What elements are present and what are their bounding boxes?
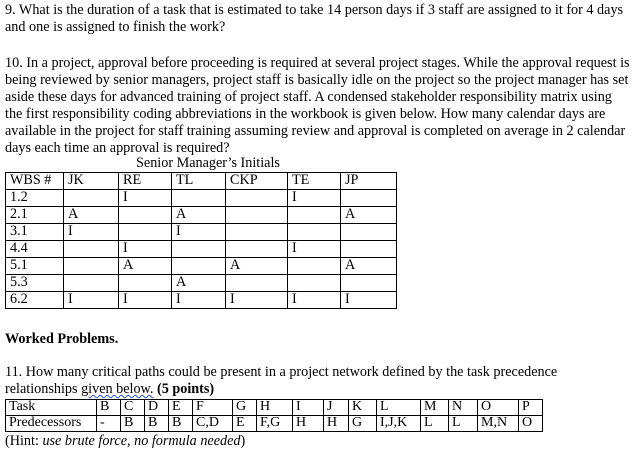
matrix-cell [341,224,397,241]
matrix-cell [64,275,119,292]
task-cell: B [97,400,121,416]
matrix-cell: I [64,224,119,241]
predecessor-cell: G [349,416,377,432]
matrix-cell [226,224,288,241]
matrix-cell: I [288,241,341,258]
matrix-row [6,275,397,292]
matrix-cell: I [119,292,172,309]
task-cell: L [377,400,421,416]
precedence-body [6,400,543,432]
task-cell: E [169,400,193,416]
matrix-header-cell: CKP [226,173,288,190]
predecessor-cell: C,D [193,416,233,432]
hint-italic: use brute force, no formula needed [42,433,241,449]
matrix-cell: I [226,292,288,309]
matrix-row [6,224,397,241]
task-cell: I [293,400,324,416]
matrix-wbs-cell: 1.2 [6,190,64,207]
question-11-line1: 11. How many critical paths could be present in a project network defined by the task precedence [5,364,558,380]
task-row-label: Task [6,400,97,416]
matrix-cell [64,258,119,275]
matrix-row [6,190,397,207]
matrix-cell [226,275,288,292]
matrix-wbs-cell: 4.4 [6,241,64,258]
predecessor-cell: H [293,416,324,432]
predecessor-cell: B [169,416,193,432]
matrix-header-cell: WBS # [6,173,64,190]
matrix-cell: A [341,207,397,224]
predecessor-cell: - [97,416,121,432]
precedence-pred-row [6,416,543,432]
task-cell: H [257,400,293,416]
matrix-cell: I [288,190,341,207]
q11-points: (5 points) [153,381,215,397]
task-cell: G [233,400,257,416]
predecessor-cell: H [324,416,349,432]
matrix-row [6,258,397,275]
matrix-cell: A [226,258,288,275]
matrix-cell [341,190,397,207]
matrix-cell: I [288,292,341,309]
question-11-line2 [5,381,214,398]
matrix-cell: I [341,292,397,309]
matrix-cell [119,207,172,224]
task-cell: F [193,400,233,416]
pred-row-label: Predecessors [6,416,97,432]
matrix-wbs-cell: 5.1 [6,258,64,275]
matrix-wbs-cell: 6.2 [6,292,64,309]
matrix-caption: Senior Manager’s Initials [136,155,280,171]
predecessor-cell: B [121,416,145,432]
matrix-wbs-cell: 5.3 [6,275,64,292]
predecessor-cell: L [421,416,449,432]
matrix-cell: A [172,207,226,224]
predecessor-cell: M,N [478,416,519,432]
matrix-cell [119,224,172,241]
matrix-wbs-cell: 3.1 [6,224,64,241]
predecessor-cell: F,G [257,416,293,432]
matrix-cell [172,190,226,207]
predecessor-cell: I,J,K [377,416,421,432]
predecessor-cell: E [233,416,257,432]
worked-problems-heading: Worked Problems. [5,331,119,347]
hint-suffix: ) [240,433,246,449]
matrix-cell: A [119,258,172,275]
matrix-cell: I [172,292,226,309]
matrix-row [6,241,397,258]
predecessor-cell: L [449,416,478,432]
matrix-cell: A [64,207,119,224]
q11-line2-prefix: relationships [5,381,82,397]
task-cell: C [121,400,145,416]
matrix-header-row [6,173,397,190]
task-cell: N [449,400,478,416]
task-cell: M [421,400,449,416]
task-cell: J [324,400,349,416]
matrix-cell: I [119,190,172,207]
matrix-cell [341,275,397,292]
predecessor-cell: B [145,416,169,432]
matrix-header-cell: RE [119,173,172,190]
matrix-cell [64,190,119,207]
matrix-cell [119,275,172,292]
task-cell: P [519,400,543,416]
task-cell: D [145,400,169,416]
matrix-cell [226,207,288,224]
matrix-cell [226,241,288,258]
responsibility-matrix [5,172,397,309]
matrix-header-cell: JP [341,173,397,190]
q11-line2-underlined: given below. [81,381,154,397]
hint-prefix: (Hint: [5,433,43,449]
hint-line [5,433,245,450]
task-cell: O [478,400,519,416]
matrix-wbs-cell: 2.1 [6,207,64,224]
matrix-cell: I [64,292,119,309]
matrix-cell: A [172,275,226,292]
matrix-header-cell: JK [64,173,119,190]
matrix-cell: I [119,241,172,258]
matrix-cell [226,190,288,207]
matrix-cell [172,258,226,275]
matrix-cell [64,241,119,258]
matrix-cell [288,258,341,275]
matrix-cell [288,275,341,292]
matrix-cell [288,224,341,241]
matrix-body [6,190,397,309]
matrix-cell: A [341,258,397,275]
matrix-row [6,207,397,224]
precedence-task-row [6,400,543,416]
question-9: 9. What is the duration of a task that is estimated to take 14 person days if 3 staff are assigned to it for 4 days and one is assigned to finish the work? [5,2,624,35]
matrix-row [6,292,397,309]
matrix-cell [172,241,226,258]
matrix-header-cell: TL [172,173,226,190]
precedence-table [5,399,543,432]
matrix-header-cell: TE [288,173,341,190]
matrix-cell [288,207,341,224]
matrix-cell: I [172,224,226,241]
matrix-cell [341,241,397,258]
question-10: 10. In a project, approval before proceeding is required at several project stages. While the approval request is being reviewed by senior managers, project staff is basically idle on the project so the project manager has set aside these days for advanced training of project staff. A condensed stakeholder responsibility matrix using the first responsibility coding abbreviations in the workbook is given below. How many calendar days are available in the project for staff training assuming review and approval is completed on average in 2 calendar days each time an approval is required? [5,55,630,156]
predecessor-cell: O [519,416,543,432]
task-cell: K [349,400,377,416]
